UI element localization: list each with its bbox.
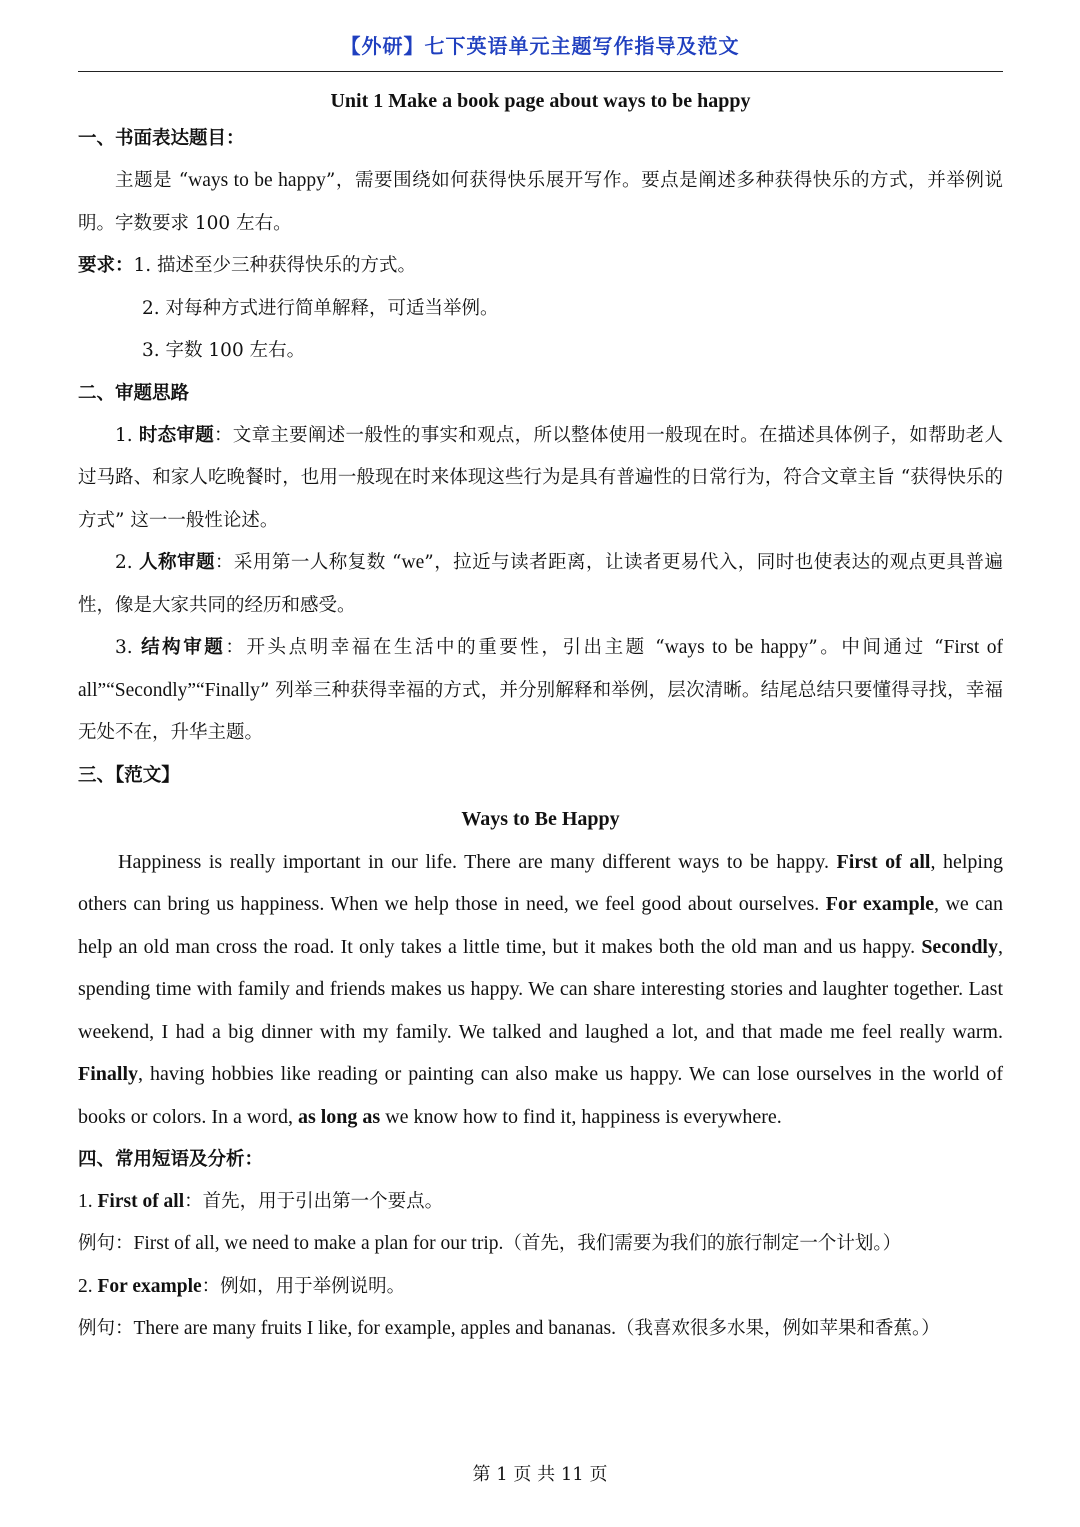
section4-heading: 四、常用短语及分析： — [78, 1148, 264, 1170]
requirement-2: 2. 对每种方式进行简单解释，可适当举例。 — [142, 297, 499, 319]
essay-title: Ways to Be Happy — [461, 807, 620, 830]
requirement-label: 要求： — [78, 255, 134, 276]
analysis-structure — [78, 627, 1003, 755]
phrase-number: 2. — [78, 1275, 98, 1297]
analysis-label: 结构审题 — [141, 637, 226, 658]
analysis-person — [78, 542, 1003, 627]
analysis-label: 人称审题 — [139, 552, 215, 573]
phrase-item-2 — [78, 1266, 1003, 1309]
essay-text: Happiness is really important in our life. There are many different ways to be happy. — [118, 850, 837, 873]
header-divider — [78, 71, 1003, 72]
requirement-3: 3. 字数 100 左右。 — [142, 340, 306, 361]
requirement-1-text: 1. 描述至少三种获得快乐的方式。 — [133, 255, 417, 276]
section1-intro — [78, 160, 1003, 245]
phrase-term: For example — [97, 1275, 202, 1297]
phrase-definition: ：例如，用于举例说明。 — [201, 1275, 406, 1297]
analysis-number: 1. — [115, 424, 139, 446]
essay-text: , we can help an old man cross the road. It only takes a little time, but it makes both the old man and us happy. — [78, 893, 1003, 958]
document-body — [78, 84, 1003, 1351]
example-translation: （首先，我们需要为我们的旅行制定一个计划。） — [503, 1233, 902, 1255]
section1-heading: 一、书面表达题目： — [78, 128, 245, 149]
phrase-term: First of all — [97, 1190, 185, 1212]
analysis-english: we — [401, 552, 425, 573]
analysis-text: ”。中间通过 “ — [808, 637, 944, 658]
intro-topic: ways to be happy — [188, 170, 326, 191]
phrase-number: 1. — [78, 1190, 98, 1212]
essay-text: , spending time with family and friends makes us happy. We can share interesting stories and laughter together. Last weekend, I had a big dinner with my family. We talked and laughed a lot, and that made me feel really warm. — [78, 935, 1003, 1043]
essay-text: we know how to find it, happiness is everywhere. — [380, 1106, 782, 1129]
requirement-1 — [78, 245, 1003, 288]
analysis-text: ：采用第一人称复数 “ — [214, 552, 402, 573]
essay-keyword: First of all — [836, 850, 931, 873]
intro-text-post: ”，需要围绕如何获得快乐展开写作。要点是阐述多种获得快乐的方式，并举例说明。字数要求 100 左右。 — [78, 170, 1003, 234]
essay-body — [78, 841, 1003, 1139]
analysis-number: 3. — [115, 637, 142, 658]
unit-title: Unit 1 Make a book page about ways to be happy — [330, 90, 751, 112]
essay-keyword: Finally — [78, 1063, 139, 1086]
analysis-english: First of all”“Secondly”“Finally — [78, 637, 1003, 701]
example-label: 例句： — [78, 1318, 134, 1340]
phrase-example-1 — [78, 1223, 1003, 1266]
phrase-item-1 — [78, 1181, 1003, 1224]
analysis-text: ”，拉近与读者距离，让读者更易代入，同时也使表达的观点更具普遍性，像是大家共同的经历和感受。 — [78, 552, 1003, 616]
section2-heading: 二、审题思路 — [78, 382, 190, 404]
header-title: 【外研】七下英语单元主题写作指导及范文 — [340, 34, 740, 58]
essay-keyword: as long as — [297, 1106, 381, 1129]
analysis-text: ” 列举三种获得幸福的方式，并分别解释和举例，层次清晰。结尾总结只要懂得寻找，幸福无处不在，升华主题。 — [78, 679, 1003, 743]
phrase-definition: ：首先，用于引出第一个要点。 — [184, 1190, 444, 1212]
analysis-number: 2. — [115, 552, 140, 573]
essay-text: , helping others can bring us happiness. When we help those in need, we feel good about ourselves. — [78, 850, 1003, 916]
page-footer: 第 1 页 共 11 页 — [472, 1464, 608, 1485]
example-english: First of all, we need to make a plan for our trip. — [133, 1233, 504, 1255]
analysis-text: ：文章主要阐述一般性的事实和观点，所以整体使用一般现在时。在描述具体例子，如帮助老人过马路、和家人吃晚餐时，也用一般现在时来体现这些行为是具有普遍性的日常行为，符合文章主旨 “获得快乐的方式” 这一一般性论述。 — [78, 424, 1003, 531]
intro-text-pre: 主题是 “ — [115, 170, 189, 191]
analysis-label: 时态审题 — [138, 424, 214, 446]
analysis-text: ：开头点明幸福在生活中的重要性，引出主题 “ — [225, 637, 665, 658]
analysis-tense — [78, 415, 1003, 543]
phrase-example-2 — [78, 1308, 1003, 1351]
essay-text: , having hobbies like reading or painting can also make us happy. We can lose ourselves in the world of books or colors. In a word, — [78, 1063, 1003, 1129]
example-translation: （我喜欢很多水果，例如苹果和香蕉。） — [615, 1318, 940, 1340]
section3-heading: 三、【范文】 — [78, 764, 180, 786]
example-english: There are many fruits I like, for example, apples and bananas. — [133, 1318, 616, 1340]
analysis-english: ways to be happy — [664, 637, 809, 658]
example-label: 例句： — [78, 1233, 134, 1255]
essay-keyword: Secondly — [921, 935, 998, 958]
essay-keyword: For example — [825, 893, 935, 916]
